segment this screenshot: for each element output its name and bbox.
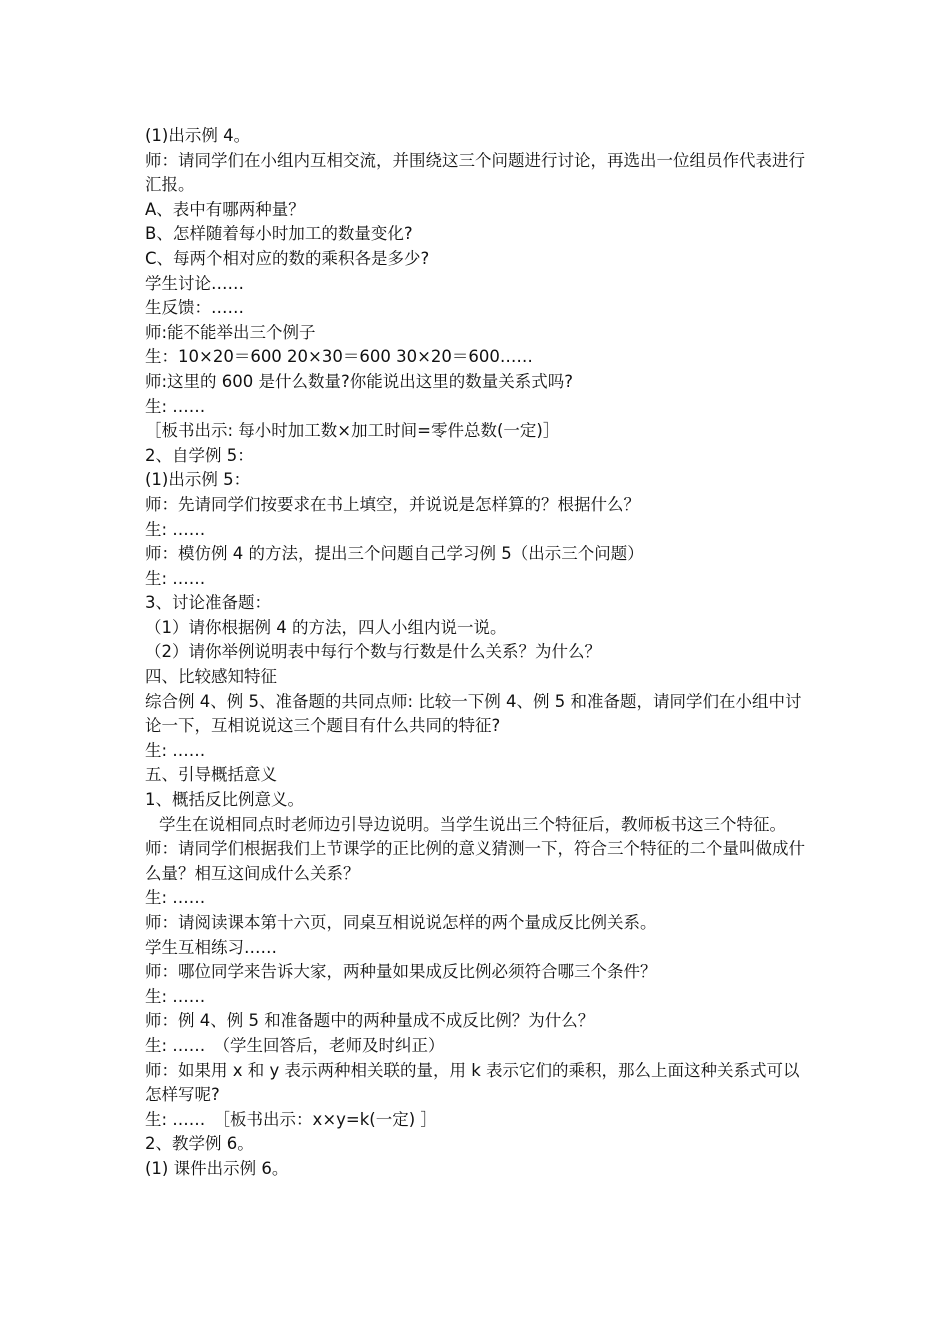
- text-line: 学生互相练习……: [145, 937, 277, 957]
- text-line: 生：10×20＝600 20×30＝600 30×20＝600……: [145, 347, 533, 367]
- text-line: 生: …… ［板书出示：x×y=k(一定) ］: [145, 1109, 437, 1129]
- text-line: 2、自学例 5：: [145, 445, 254, 465]
- text-line: (1)出示例 4。: [145, 126, 251, 145]
- text-line: 生: ……: [145, 519, 206, 539]
- text-line: 五、引导概括意义: [145, 765, 277, 785]
- text-line: 3、讨论准备题：: [145, 593, 271, 613]
- text-line: 师：如果用 x 和 y 表示两种相关联的量，用 k 表示它们的乘积，那么上面这种关系式可以怎样写呢?: [145, 1060, 800, 1105]
- text-line: 生: ……: [145, 986, 206, 1006]
- text-line: 四、比较感知特征: [145, 667, 277, 687]
- text-line: (1) 课件出示例 6。: [145, 1158, 289, 1178]
- text-line: 师:能不能举出三个例子: [145, 322, 316, 342]
- text-line: 师：请同学们在小组内互相交流，并围绕这三个问题进行讨论，再选出一位组员作代表进行汇报。: [145, 150, 805, 195]
- text-line: A、表中有哪两种量？: [145, 199, 305, 219]
- text-line: ［板书出示: 每小时加工数×加工时间=零件总数(一定)］: [145, 421, 560, 441]
- text-line: 生反馈：……: [145, 298, 244, 318]
- text-line: (1)出示例 5：: [145, 470, 251, 490]
- text-line: 生: ……: [145, 740, 206, 760]
- text-line: 师：模仿例 4 的方法，提出三个问题自己学习例 5（出示三个问题）: [145, 544, 644, 564]
- text-line: 2、教学例 6。: [145, 1134, 254, 1154]
- document-body: [145, 124, 810, 1182]
- text-line: 生: ……: [145, 568, 206, 588]
- text-line: 师:这里的 600 是什么数量?你能说出这里的数量关系式吗?: [145, 371, 574, 391]
- text-line: 生: …… （学生回答后，老师及时纠正）: [145, 1035, 445, 1055]
- text-line: （2）请你举例说明表中每行个数与行数是什么关系？为什么？: [145, 642, 601, 662]
- text-line: （1）请你根据例 4 的方法，四人小组内说一说。: [145, 617, 507, 637]
- text-line: 师：请同学们根据我们上节课学的正比例的意义猜测一下，符合三个特征的二个量叫做成什么量？相互这间成什么关系？: [145, 839, 805, 883]
- text-line: 生: ……: [145, 888, 206, 908]
- text-line: 师：请阅读课本第十六页，同桌互相说说怎样的两个量成反比例关系。: [145, 913, 657, 932]
- text-line: 师：哪位同学来告诉大家，两种量如果成反比例必须符合哪三个条件？: [145, 962, 657, 982]
- text-line: 师：先请同学们按要求在书上填空，并说说是怎样算的？根据什么？: [145, 494, 640, 514]
- text-line: C、每两个相对应的数的乘积各是多少?: [145, 248, 430, 268]
- text-line: 学生在说相同点时老师边引导边说明。当学生说出三个特征后，教师板书这三个特征。: [159, 814, 786, 834]
- text-line: 1、概括反比例意义。: [145, 790, 304, 810]
- text-line: 师：例 4、例 5 和准备题中的两种量成不成反比例？为什么？: [145, 1011, 595, 1031]
- text-line: 学生讨论……: [145, 273, 244, 293]
- text-line: B、怎样随着每小时加工的数量变化?: [145, 224, 413, 244]
- text-line: 生: ……: [145, 396, 206, 416]
- text-line: 综合例 4、例 5、准备题的共同点师: 比较一下例 4、例 5 和准备题，请同学们在小组中讨论一下，互相说说这三个题目有什么共同的特征?: [145, 691, 802, 736]
